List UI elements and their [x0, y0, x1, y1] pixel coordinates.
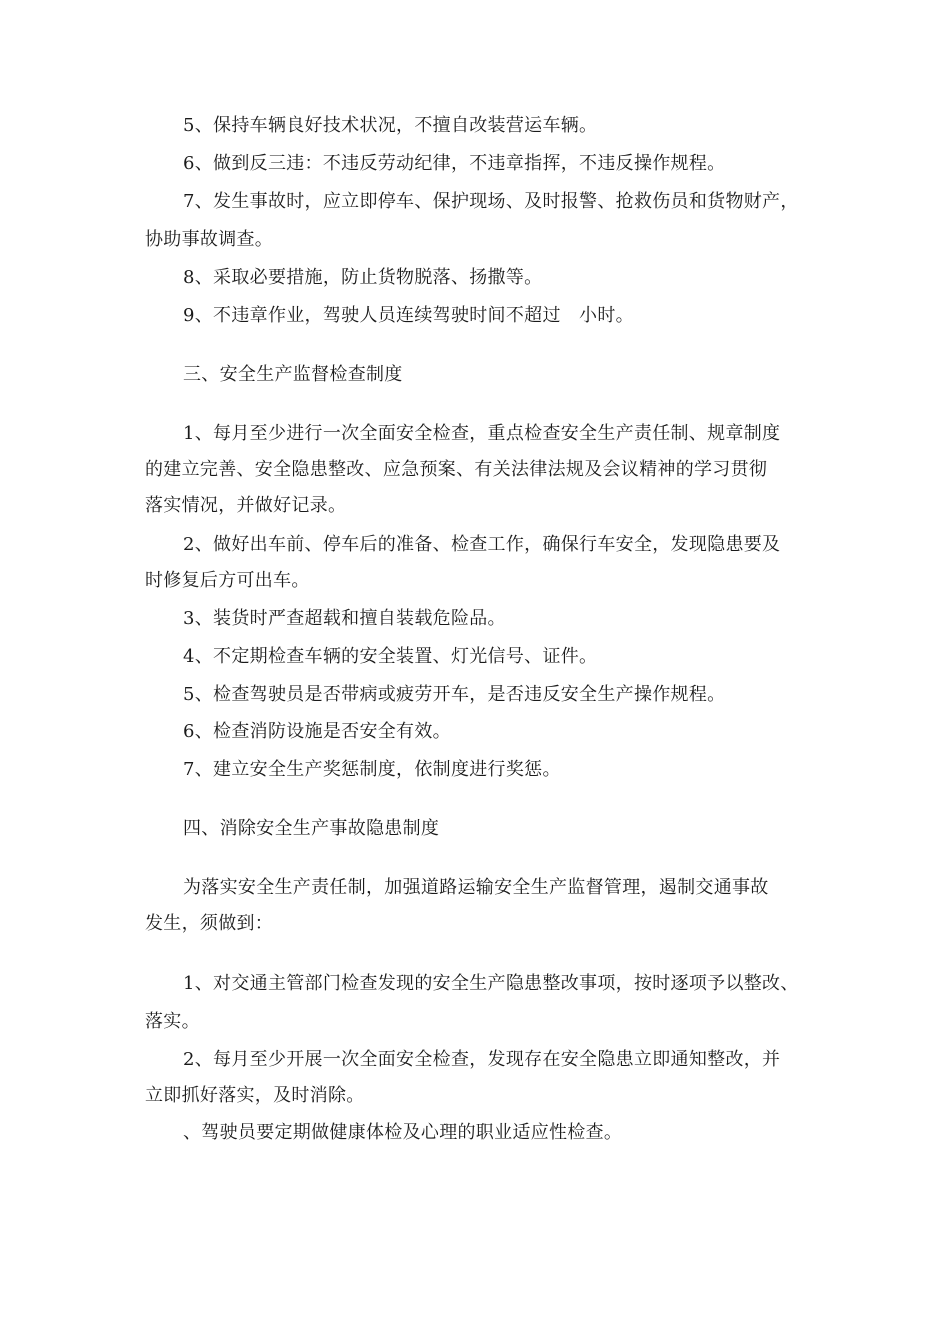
section-three-item-1-line-3: 落实情况，并做好记录。 [145, 495, 347, 516]
paragraph-item-7-line-1: 7、发生事故时，应立即停车、保护现场、及时报警、抢救伤员和货物财产， [183, 191, 799, 212]
section-three-heading: 三、安全生产监督检查制度 [183, 364, 403, 385]
section-three-item-5: 5、检查驾驶员是否带病或疲劳开车，是否违反安全生产操作规程。 [183, 684, 726, 705]
section-three-item-6: 6、检查消防设施是否安全有效。 [183, 721, 451, 742]
paragraph-item-5: 5、保持车辆良好技术状况，不擅自改装营运车辆。 [183, 115, 598, 136]
section-four-heading: 四、消除安全生产事故隐患制度 [183, 818, 440, 839]
paragraph-item-9: 9、不违章作业，驾驶人员连续驾驶时间不超过 小时。 [183, 305, 634, 326]
paragraph-item-6: 6、做到反三违：不违反劳动纪律，不违章指挥，不违反操作规程。 [183, 153, 726, 174]
section-four-intro-line-2: 发生，须做到： [145, 913, 274, 934]
section-three-item-2-line-2: 时修复后方可出车。 [145, 570, 310, 591]
section-three-item-3: 3、装货时严查超载和擅自装载危险品。 [183, 608, 506, 629]
section-three-item-1-line-2: 的建立完善、安全隐患整改、应急预案、有关法律法规及会议精神的学习贯彻 [145, 459, 768, 480]
section-three-item-2-line-1: 2、做好出车前、停车后的准备、检查工作，确保行车安全，发现隐患要及 [183, 534, 781, 555]
section-four-item-2-line-1: 2、每月至少开展一次全面安全检查，发现存在安全隐患立即通知整改，并 [183, 1049, 781, 1070]
section-four-item-3: 、驾驶员要定期做健康体检及心理的职业适应性检查。 [183, 1122, 623, 1143]
paragraph-item-7-line-2: 协助事故调查。 [145, 229, 274, 250]
section-four-item-1-line-2: 落实。 [145, 1011, 200, 1032]
section-three-item-7: 7、建立安全生产奖惩制度，依制度进行奖惩。 [183, 759, 561, 780]
section-four-item-1-line-1: 1、对交通主管部门检查发现的安全生产隐患整改事项，按时逐项予以整改、 [183, 973, 799, 994]
section-four-item-2-line-2: 立即抓好落实，及时消除。 [145, 1085, 365, 1106]
section-four-intro-line-1: 为落实安全生产责任制，加强道路运输安全生产监督管理，遏制交通事故 [183, 877, 769, 898]
section-three-item-4: 4、不定期检查车辆的安全装置、灯光信号、证件。 [183, 646, 598, 667]
paragraph-item-8: 8、采取必要措施，防止货物脱落、扬撒等。 [183, 267, 543, 288]
section-three-item-1-line-1: 1、每月至少进行一次全面安全检查，重点检查安全生产责任制、规章制度 [183, 423, 781, 444]
